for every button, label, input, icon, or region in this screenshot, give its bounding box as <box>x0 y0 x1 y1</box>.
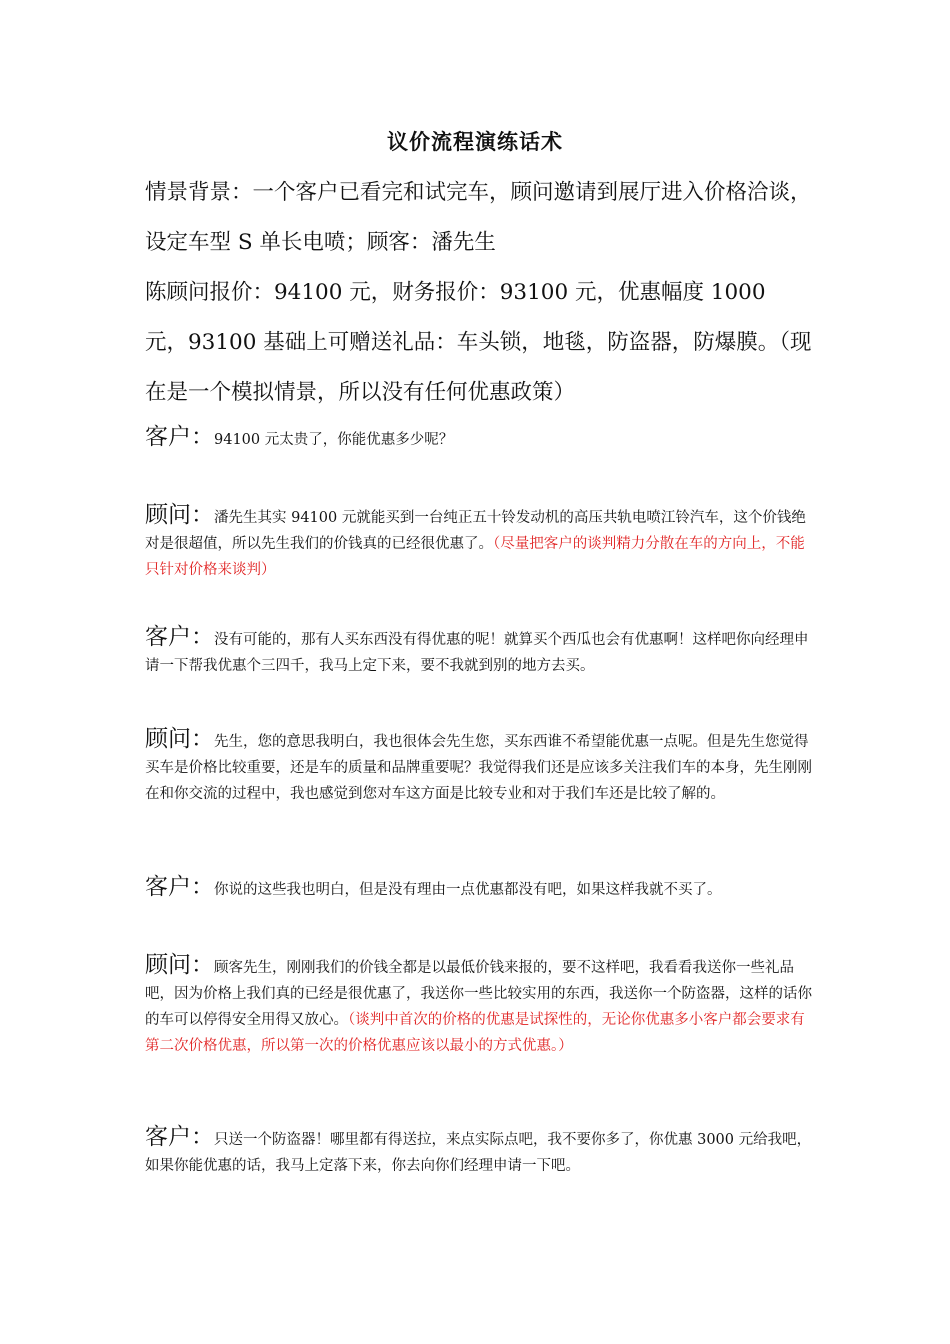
dialogue-entry <box>145 624 813 679</box>
speaker-label: 顾问： <box>145 502 214 528</box>
dialogue-text: 你说的这些我也明白，但是没有理由一点优惠都没有吧，如果这样我就不买了。 <box>214 882 722 898</box>
dialogue-text: 顾客先生，刚刚我们的价钱全都是以最低价钱来报的，要不这样吧，我看看我送你一些礼品吧，因为价格上我们真的已经是很优惠了，我送你一些比较实用的东西，我送你一个防盗器，这样的话你的车可以停得安全用得又放心。 <box>145 960 812 1028</box>
coaching-note: （尽量把客户的谈判精力分散在车的方向上，不能只针对价格来谈判） <box>145 536 805 578</box>
speaker-label: 客户： <box>145 424 214 450</box>
speaker-label: 客户： <box>145 1124 214 1150</box>
dialogue-entry <box>145 726 813 807</box>
speaker-label: 顾问： <box>145 952 214 978</box>
speaker-label: 客户： <box>145 624 214 650</box>
intro-section <box>145 168 815 418</box>
dialogue-entry <box>145 1124 813 1179</box>
coaching-note: （谈判中首次的价格的优惠是试探性的，无论你优惠多小客户都会要求有第二次价格优惠，所以第一次的价格优惠应该以最小的方式优惠。） <box>145 1012 805 1054</box>
document-title: 议价流程演练话术 <box>387 129 563 154</box>
dialogue-entry <box>145 952 813 1059</box>
intro-paragraph: 情景背景：一个客户已看完和试完车，顾问邀请到展厅进入价格洽谈，设定车型 S 单长电喷；顾客：潘先生 <box>145 180 812 255</box>
dialogue-text: 潘先生其实 94100 元就能买到一台纯正五十铃发动机的高压共轨电喷江铃汽车，这个价钱绝对是很超值，所以先生我们的价钱真的已经很优惠了。 <box>145 510 806 552</box>
dialogue-text: 94100 元太贵了，你能优惠多少呢？ <box>214 432 454 448</box>
dialogue-entry <box>145 874 813 903</box>
speaker-label: 客户： <box>145 874 214 900</box>
dialogue-entry <box>145 424 813 453</box>
dialogue-text: 只送一个防盗器！哪里都有得送拉，来点实际点吧，我不要你多了，你优惠 3000 元给我吧，如果你能优惠的话，我马上定落下来，你去向你们经理申请一下吧。 <box>145 1132 812 1174</box>
speaker-label: 顾问： <box>145 726 214 752</box>
dialogue-entry <box>145 502 813 583</box>
intro-paragraph: 陈顾问报价：94100 元，财务报价：93100 元，优惠幅度 1000 元，93100 基础上可赠送礼品：车头锁，地毯，防盗器，防爆膜。（现在是一个模拟情景，所以没有任何优惠政策） <box>145 280 812 405</box>
dialogue-text: 先生，您的意思我明白，我也很体会先生您，买东西谁不希望能优惠一点呢。但是先生您觉得买车是价格比较重要，还是车的质量和品牌重要呢？我觉得我们还是应该多关注我们车的本身，先生刚刚在和你交流的过程中，我也感觉到您对车这方面是比较专业和对于我们车还是比较了解的。 <box>145 734 812 802</box>
dialogue-text: 没有可能的，那有人买东西没有得优惠的呢！就算买个西瓜也会有优惠啊！这样吧你向经理申请一下帮我优惠个三四千，我马上定下来，要不我就到别的地方去买。 <box>145 632 809 674</box>
